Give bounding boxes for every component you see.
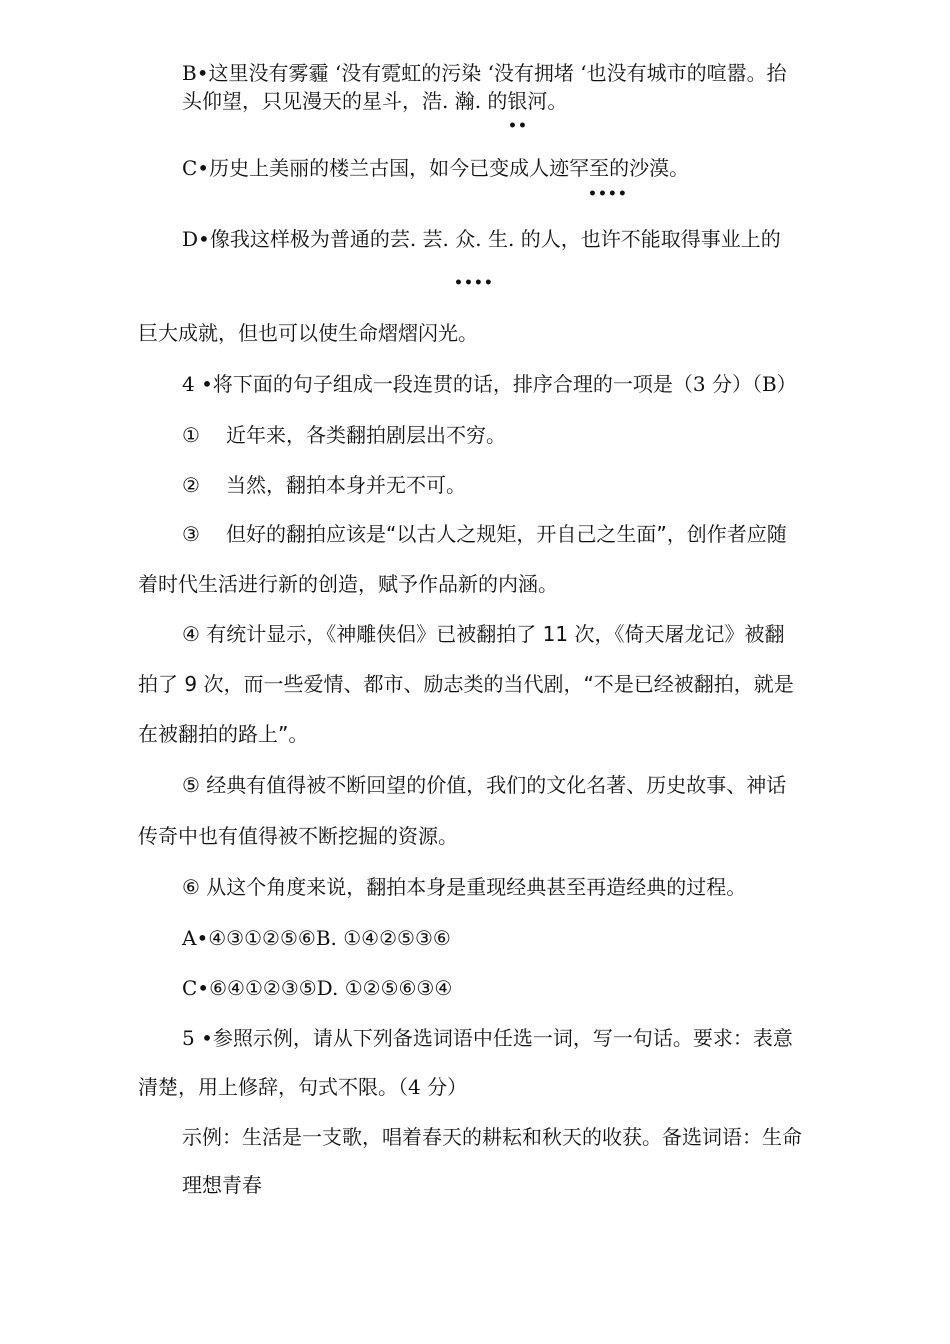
- sentence-number: ②: [182, 473, 200, 497]
- q3-option-d-line2: 巨大成就，但也可以使生命熠熠闪光。: [138, 321, 478, 345]
- q4-title: 4 •将下面的句子组成一段连贯的话，排序合理的一项是（3 分）（B）: [182, 372, 797, 396]
- emphasis-dots: ••: [508, 118, 528, 134]
- q4-sentence-4-line1: ④ 有统计显示，《神雕侠侣》已被翻拍了 11 次，《倚天屠龙记》被翻: [182, 622, 785, 646]
- q5-example-line1: 示例：生活是一支歌，唱着春天的耕耘和秋天的收获。备选词语：生命: [182, 1125, 802, 1149]
- q4-sentence-3: [182, 521, 787, 547]
- q3-option-c: C•历史上美丽的楼兰古国，如今已变成人迹罕至的沙漠。: [182, 156, 690, 180]
- q4-sentence-3-line2: 着时代生活进行新的创造，赋予作品新的内涵。: [138, 572, 558, 596]
- q4-sentence-4-line3: 在被翻拍的路上”。: [138, 722, 309, 746]
- sentence-number: ①: [182, 423, 200, 447]
- q3-option-d-line1: D•像我这样极为普通的芸. 芸. 众. 生. 的人，也许不能取得事业上的: [182, 227, 781, 251]
- q4-sentence-4-line2: 拍了 9 次，而一些爱情、都市、励志类的当代剧，“不是已经被翻拍，就是: [138, 672, 794, 696]
- q4-sentence-5-line2: 传奇中也有值得被不断挖掘的资源。: [138, 824, 458, 848]
- q3-option-b-line1: B•这里没有雾霾 ‘没有霓虹的污染 ‘没有拥堵 ‘也没有城市的喧嚣。抬: [182, 61, 787, 85]
- sentence-text: 近年来，各类翻拍剧层出不穷。: [226, 423, 506, 447]
- emphasis-dots: ••••: [454, 275, 494, 291]
- q4-sentence-1: [182, 422, 506, 448]
- q4-options-ab: A•④③①②⑤⑥B. ①④②⑤③⑥: [182, 926, 451, 950]
- q4-sentence-6: ⑥ 从这个角度来说，翻拍本身是重现经典甚至再造经典的过程。: [182, 875, 747, 899]
- emphasis-dots: ••••: [588, 186, 628, 202]
- q4-sentence-2: [182, 472, 466, 498]
- q3-option-b-line2: 头仰望，只见漫天的星斗，浩. 瀚. 的银河。: [182, 89, 568, 113]
- sentence-number: ③: [182, 522, 200, 546]
- q5-example-line2: 理想青春: [182, 1173, 262, 1197]
- q4-options-cd: C•⑥④①②③⑤D. ①②⑤⑥③④: [182, 976, 453, 1000]
- q5-title-line1: 5 •参照示例，请从下列备选词语中任选一词，写一句话。要求：表意: [182, 1026, 793, 1050]
- q4-sentence-5-line1: ⑤ 经典有值得被不断回望的价值，我们的文化名著、历史故事、神话: [182, 773, 787, 797]
- sentence-text: 但好的翻拍应该是“以古人之规矩，开自己之生面”，创作者应随: [226, 522, 787, 546]
- q5-title-line2: 清楚，用上修辞，句式不限。（4 分）: [138, 1075, 468, 1099]
- sentence-text: 当然，翻拍本身并无不可。: [226, 473, 466, 497]
